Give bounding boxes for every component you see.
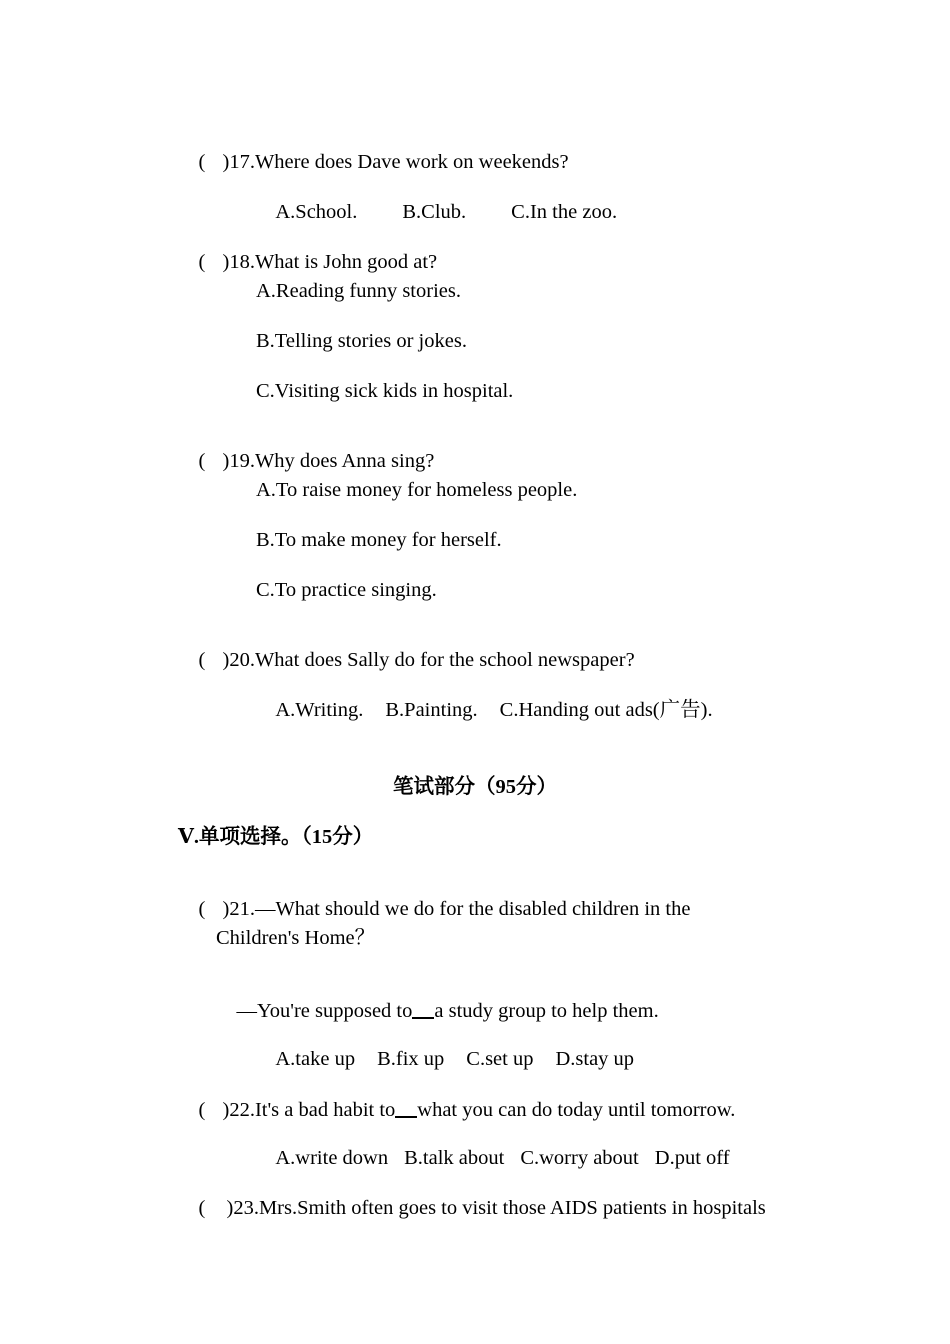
option-a: A.Reading funny stories. [256, 280, 461, 302]
option-b: B.Club. [402, 200, 467, 223]
question-text-after: what you can do today until tomorrow. [417, 1098, 736, 1121]
answer-paren: ( [198, 1196, 206, 1219]
option-b: B.To make money for herself. [256, 529, 502, 551]
option-a: A.To raise money for homeless people. [256, 479, 578, 501]
question-text: )18.What is John good at? [222, 250, 438, 273]
option-a: A.write down [275, 1146, 389, 1169]
question-21-continued: Children's Home？ [216, 927, 376, 949]
option-b: B.fix up [377, 1047, 445, 1070]
reply-text-after: a study group to help them. [434, 999, 659, 1022]
question-text: )20.What does Sally do for the school newspaper? [222, 648, 635, 671]
question-text: )21.—What should we do for the disabled children in the [222, 897, 691, 920]
option-b: B.Painting. [385, 698, 478, 721]
option-c: C.To practice singing. [256, 579, 437, 601]
question-text-before: )22.It's a bad habit to [222, 1098, 396, 1121]
written-part-heading: 笔试部分（95分） [393, 776, 557, 798]
option-a: A.School. [275, 200, 358, 223]
option-a: A.take up [275, 1047, 356, 1070]
answer-paren: ( [198, 150, 206, 173]
option-c: C.In the zoo. [511, 200, 618, 223]
option-b: B.talk about [404, 1146, 505, 1169]
question-20-options [256, 679, 713, 741]
option-c: C.Handing out ads(广告). [499, 698, 713, 721]
option-c: C.set up [466, 1047, 534, 1070]
answer-paren: ( [198, 250, 206, 273]
option-b: B.Telling stories or jokes. [256, 330, 467, 352]
option-c: C.Visiting sick kids in hospital. [256, 380, 514, 402]
answer-paren: ( [198, 449, 206, 472]
question-text: )19.Why does Anna sing? [222, 449, 435, 472]
answer-paren: ( [198, 648, 206, 671]
answer-blank [412, 999, 434, 1019]
option-d: D.put off [654, 1146, 730, 1169]
answer-blank [395, 1098, 417, 1118]
answer-paren: ( [198, 1098, 206, 1121]
question-23 [178, 1177, 766, 1239]
option-d: D.stay up [555, 1047, 635, 1070]
reply-text-before: —You're supposed to [236, 999, 413, 1022]
option-a: A.Writing. [275, 698, 364, 721]
option-c: C.worry about [520, 1146, 639, 1169]
section-5-heading: Ⅴ.单项选择。（15分） [178, 826, 374, 848]
question-text: )23.Mrs.Smith often goes to visit those AIDS patients in hospitals [226, 1196, 766, 1219]
question-text: )17.Where does Dave work on weekends? [222, 150, 569, 173]
answer-paren: ( [198, 897, 206, 920]
